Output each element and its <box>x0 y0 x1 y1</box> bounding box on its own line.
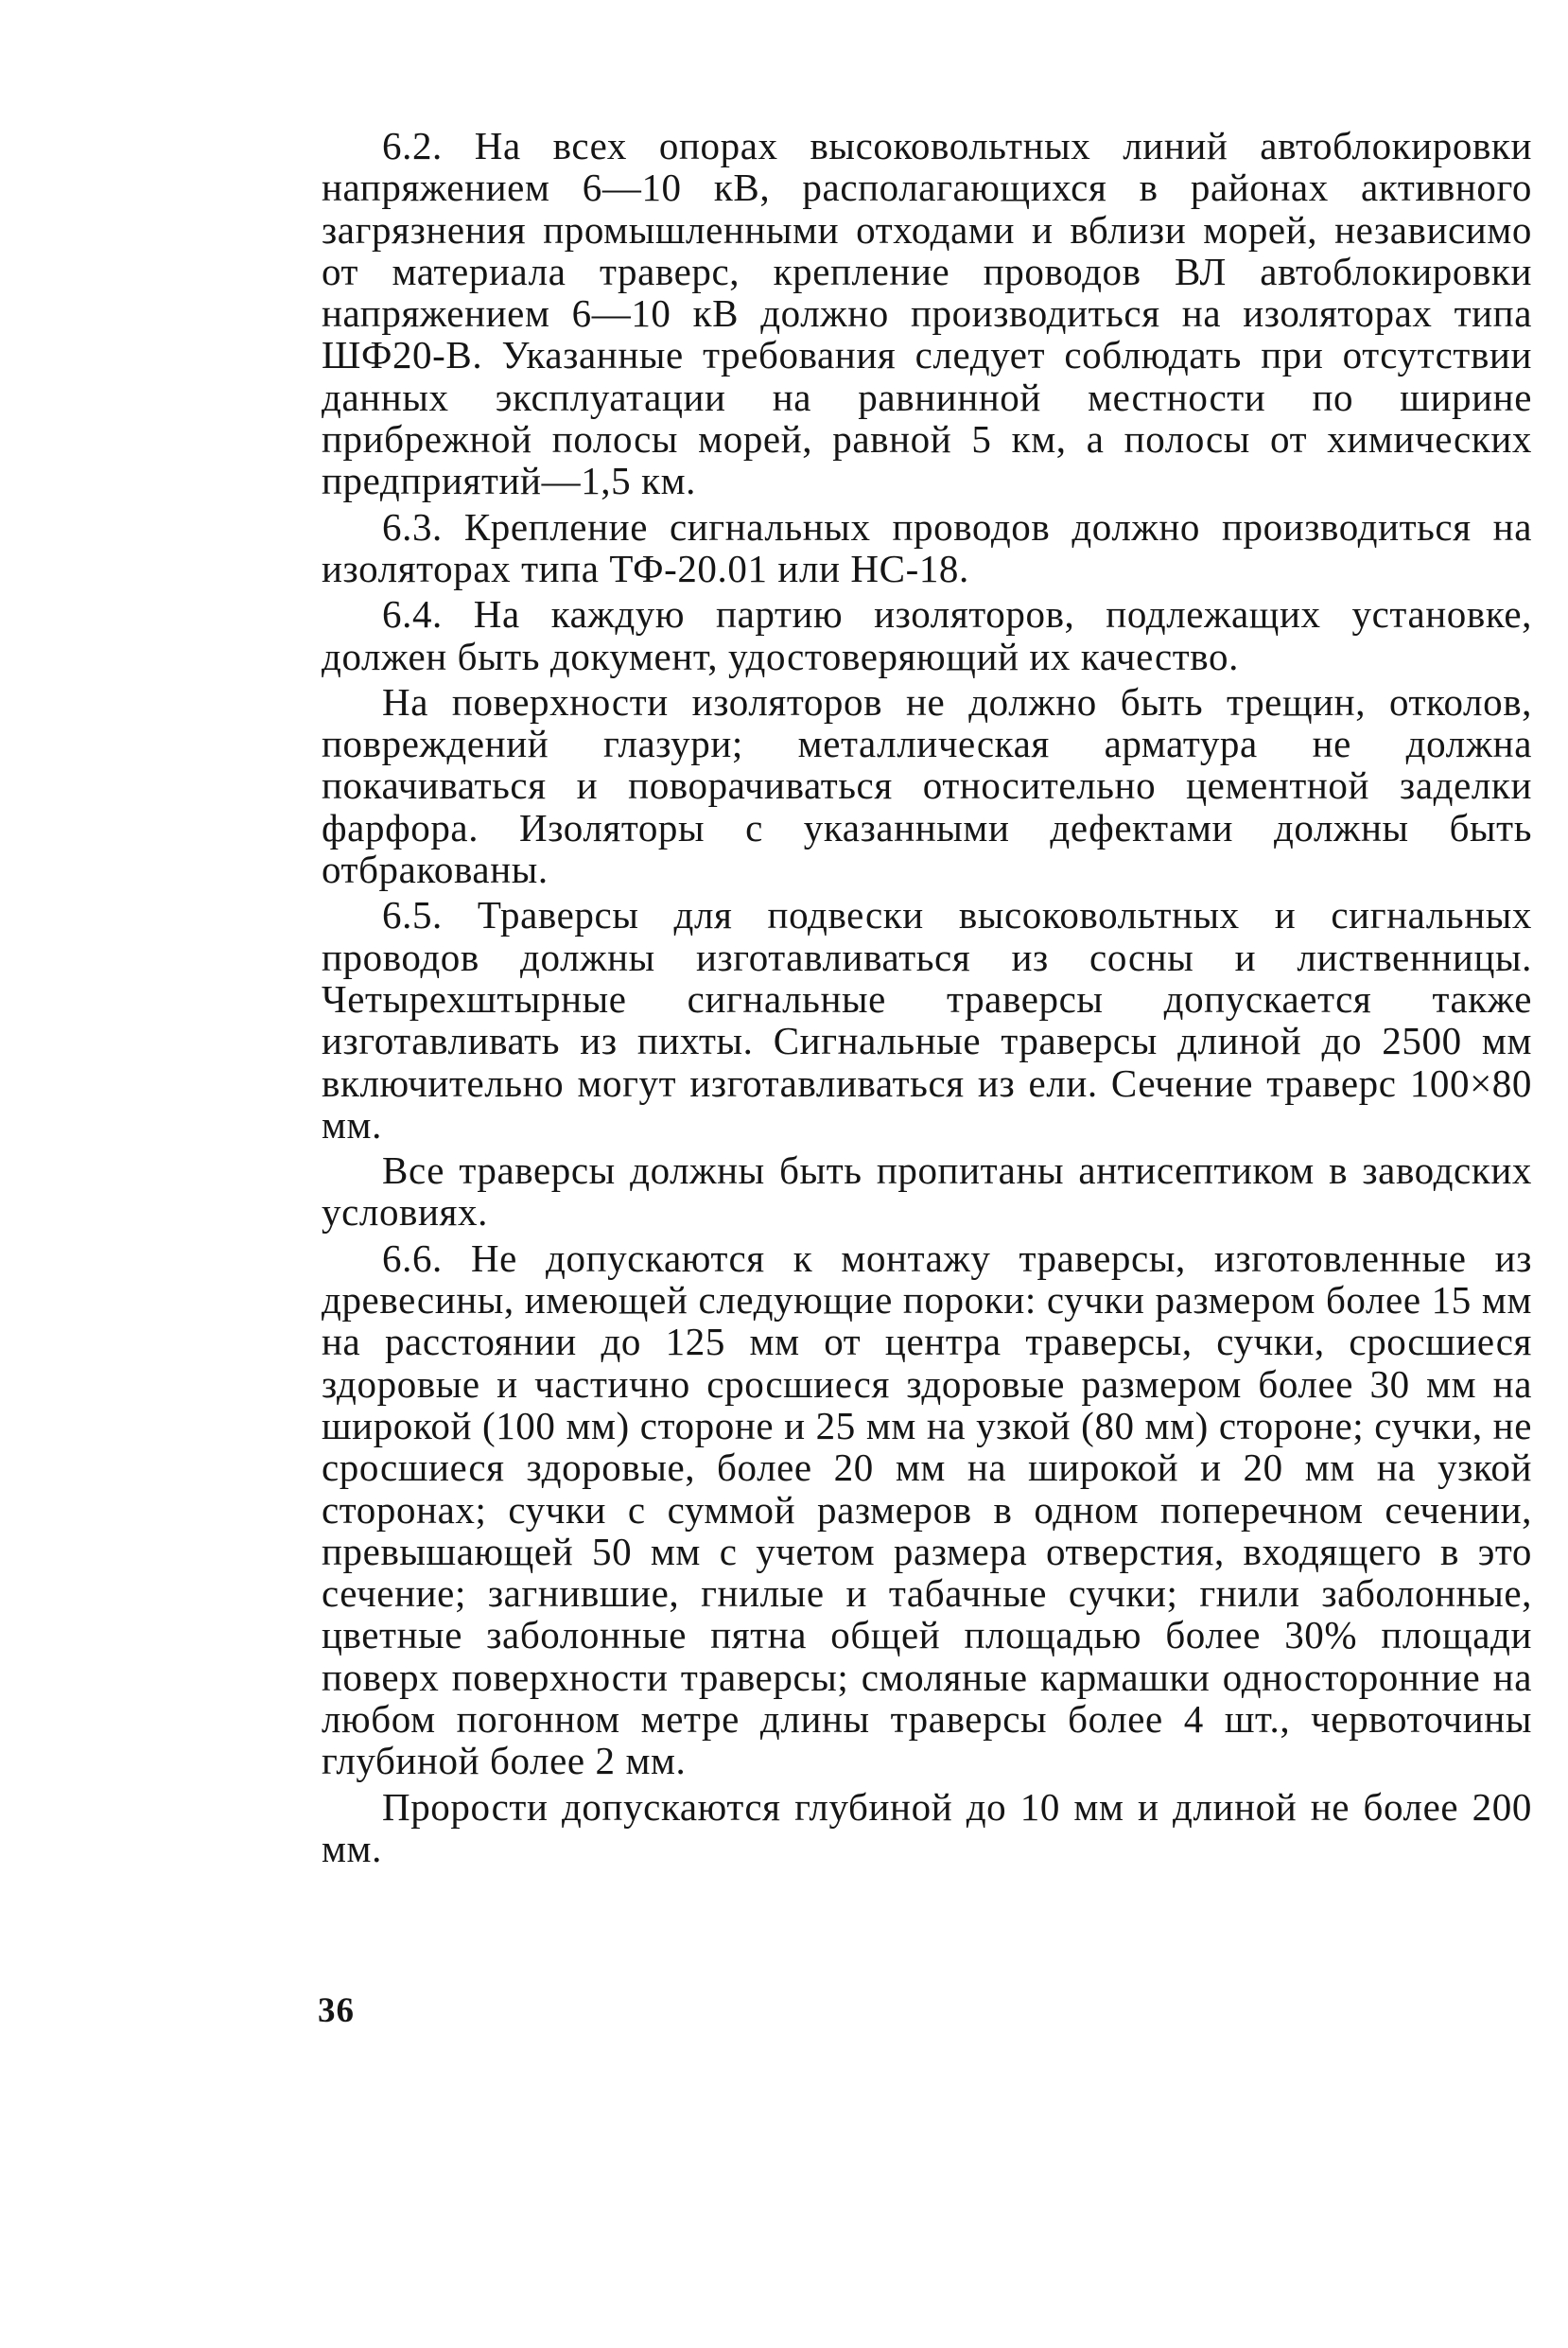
paragraph-antiseptic: Все траверсы должны быть пропитаны антисептиком в заводских условиях. <box>322 1148 1532 1235</box>
paragraph-6-6: 6.6. Не допускаются к монтажу траверсы, изготовленные из древесины, имеющей следующие пороки: сучки размером более 15 мм на расстоянии до 125 мм от центра траверсы, сучки, сросшиеся здоровые и частично сросшиеся здоровые размером более 30 мм на широкой (100 мм) стороне и 25 мм на узкой (80 мм) стороне; сучки, не сросшиеся здоровые, более 20 мм на широкой и 20 мм на узкой сторонах; сучки с суммой размеров в одном поперечном сечении, превышающей 50 мм с учетом размера отверстия, входящего в это сечение; загнившие, гнилые и табачные сучки; гнили заболонные, цветные заболонные пятна общей площадью более 30% площади поверх поверхности траверсы; смоляные кармашки односторонние на любом погонном метре длины траверсы более 4 шт., червоточины глубиной более 2 мм. <box>322 1235 1532 1783</box>
paragraph-insulator-defects: На поверхности изоляторов не должно быть трещин, отколов, повреждений глазури; металлическая арматура не должна покачиваться и поворачиваться относительно цементной заделки фарфора. Изоляторы с указанными дефектами должны быть отбракованы. <box>322 679 1532 892</box>
paragraph-6-4: 6.4. На каждую партию изоляторов, подлежащих установке, должен быть документ, удостоверяющий их качество. <box>322 592 1532 678</box>
page-number: 36 <box>318 1991 355 2030</box>
paragraph-6-2: 6.2. На всех опорах высоковольтных линий автоблокировки напряжением 6—10 кВ, располагающихся в районах активного загрязнения промышленными отходами и вблизи морей, независимо от материала траверс, крепление проводов ВЛ автоблокировки напряжением 6—10 кВ должно производиться на изоляторах типа ШФ20-В. Указанные требования следует соблюдать при отсутствии данных эксплуатации на равнинной местности по ширине прибрежной полосы морей, равной 5 км, а полосы от химических предприятий—1,5 км. <box>322 124 1532 503</box>
paragraph-ingrowths: Прорости допускаются глубиной до 10 мм и длиной не более 200 мм. <box>322 1784 1532 1870</box>
body-text <box>322 125 1532 1873</box>
paragraph-6-3: 6.3. Крепление сигнальных проводов должно производиться на изоляторах типа ТФ-20.01 или НС-18. <box>322 504 1532 590</box>
paragraph-6-5: 6.5. Траверсы для подвески высоковольтных и сигнальных проводов должны изготавливаться из сосны и лиственницы. Четырехштырные сигнальные траверсы допускается также изготавливать из пихты. Сигнальные траверсы длиной до 2500 мм включительно могут изготавливаться из ели. Сечение траверс 100×80 мм. <box>322 893 1532 1147</box>
